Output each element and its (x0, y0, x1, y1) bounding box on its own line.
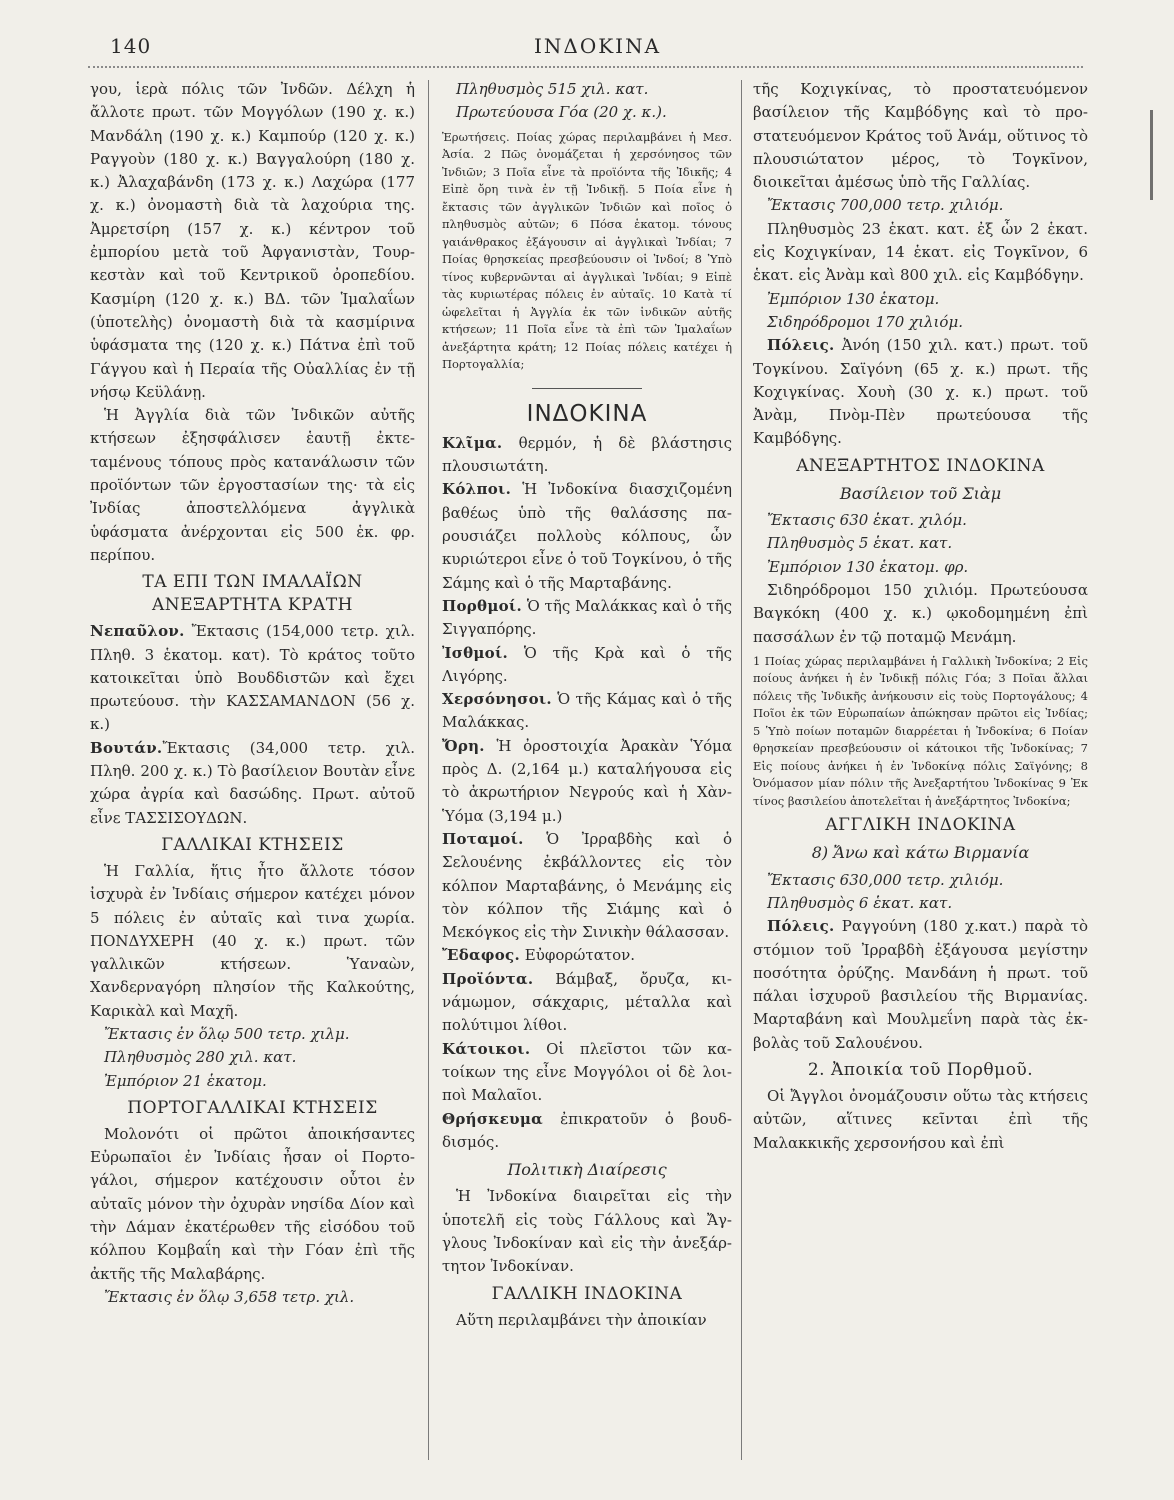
stat-trade-fr: Ἐμπόριον 21 ἑκατομ. (104, 1071, 267, 1090)
text-inhabitants: Οἱ πλεῖστοι τῶν κατοίκων της εἶνε Μογγόλοι οἱ δὲ λοιποὶ Μαλαῖοι. (442, 1039, 732, 1105)
paragraph-division: Ἡ Ἰνδοκίνα διαιρεῖται εἰς τὴν ὑποτελῆ εἰς τοὺς Γάλλους καὶ Ἄγγλους Ἰνδοκίναν καὶ εἰς τὴν ἀνεξάρτητον Ἰνδοκίναν. (442, 1187, 732, 1276)
paragraph-straits-colony: Οἱ Ἄγγλοι ὀνομάζουσιν οὕτω τὰς κτήσεις αὐτῶν, αἵτινες κεῖνται ἐπὶ τῆς Μαλακκικῆς χερσονήσου καὶ ἐπὶ (753, 1087, 1088, 1152)
label-straits: Πορθμοί. (442, 596, 523, 615)
entry-isthmus (442, 642, 732, 689)
label-mountains: Ὄρη. (442, 736, 485, 755)
label-soil: Ἔδαφος. (442, 946, 520, 965)
label-products: Προϊόντα. (442, 969, 534, 988)
paragraph-cities: γου, ἱερὰ πόλις τῶν Ἰνδῶν. Δέλχη ἡ ἄλλοτε πρωτ. τῶν Μογγόλων (190 χ. κ.) Μανδάλη (190 χ. κ.) Καμπούρ (120 χ. κ.) Ραγγοὺν (180 χ. κ.) Βαγγαλούρη (180 χ. κ.) Ἀλαχαβάνδη (173 χ. κ.) Λαχώρα (177 χ. κ.) ὀνομαστὴ διὰ τὰ λαχούρια της. Ἀμρετσίρη (157 χ. κ.) κέντρον τοῦ ἐμπορίου μετὰ τοῦ Ἀφγανιστὰν, Τουρκεστὰν καὶ τοῦ Κεντρικοῦ ὀροπεδίου. Κασμίρη (120 χ. κ.) ΒΔ. τῶν Ἱμαλαΐων (ὑποτελὴς) ὀνομαστὴ διὰ τὰ κασμίρινα ὑφάσματα της (120 χ. κ.) Πάτνα ἐπὶ τοῦ Γάγγου καὶ ἡ Περαία τῆς Οὐαλλίας ἐν τῇ νήσῳ Κεϋλάνῃ. (90, 80, 415, 401)
text-bhutan: Ἔκτασις (34,000 τετρ. χιλ. Πληθ. 200 χ. κ.) Τὸ βασίλειον Βουτὰν εἶνε χώρα ἀγρία καὶ δασώδης. Πρωτ. αὐτοῦ εἶνε ΤΑΣΣΙΣΟΥΔΩΝ. (90, 738, 415, 827)
text-products: Βάμβαξ, ὄρυζα, κινάμωμον, σάκχαρις, μέταλλα καὶ πολύτιμοι λίθοι. (442, 969, 732, 1035)
margin-mark (1150, 110, 1153, 200)
text-peninsulas: Ὁ τῆς Κάμας καὶ ὁ τῆς Μαλάκκας. (442, 690, 732, 732)
header-rule (88, 66, 1083, 68)
entry-straits (442, 595, 732, 642)
stat-population-fi: Πληθυσμὸς 23 ἑκατ. κατ. ἐξ ὧν 2 ἑκατ. εἰς Κοχιγκίναν, 14 ἑκατ. εἰς Τογκῖνον, 6 ἑκατ. εἰς Ἀνὰμ καὶ 800 χιλ. εἰς Καμβόδγην. (753, 219, 1088, 285)
text-isthmus: Ὁ τῆς Κρὰ καὶ ὁ τῆς Λιγόρης. (442, 643, 732, 685)
heading-portuguese-possessions: ΠΟΡΤΟΓΑΛΛΙΚΑΙ ΚΤΗΣΕΙΣ (127, 1097, 378, 1118)
entry-nepal (90, 620, 415, 736)
entry-inhabitants (442, 1038, 732, 1108)
stat-population-siam: Πληθυσμὸς 5 ἑκατ. κατ. (767, 534, 953, 553)
label-cities-burma: Πόλεις. (767, 917, 835, 936)
stat-area-siam: Ἔκτασις 630 ἑκατ. χιλόμ. (767, 511, 967, 530)
entry-mountains (442, 735, 732, 828)
entry-soil (442, 944, 732, 967)
column-middle (442, 78, 732, 1478)
subheading-burma: 8) Ἄνω καὶ κάτω Βιρμανία (811, 843, 1030, 863)
stat-population-burma: Πληθυσμὸς 6 ἑκατ. κατ. (767, 893, 953, 912)
entry-cities-fi (753, 334, 1088, 450)
heading-french-possessions: ΓΑΛΛΙΚΑΙ ΚΤΗΣΕΙΣ (161, 834, 344, 855)
stat-railways-fi: Σιδηρόδρομοι 170 χιλιόμ. (767, 312, 963, 331)
entry-peninsulas (442, 688, 732, 735)
stat-trade-fi: Ἐμπόριον 130 ἑκατομ. (767, 289, 940, 308)
text-mountains: Ἡ ὀροστοιχία Ἀρακὰν Ὑόμα πρὸς Δ. (2,164 μ.) καταλήγουσα εἰς τὸ ἀκρωτήριον Νεγρούς καὶ ἡ Χὰν-Ὑόμα (3,194 μ.) (442, 736, 732, 825)
text-climate: θερμόν, ἡ δὲ βλάστησις πλουσιωτάτη. (442, 433, 732, 476)
stat-population-fr: Πληθυσμὸς 280 χιλ. κατ. (104, 1048, 297, 1067)
text-straits: Ὁ τῆς Μαλάκκας καὶ ὁ τῆς Σιγγαπόρης. (442, 596, 732, 639)
stat-railways-siam: Σιδηρόδρομοι 150 χιλιόμ. Πρωτεύουσα Βαγκόκη (400 χ. κ.) ῳκοδομημένη ἐπὶ πασσάλων ἐν τῷ ποταμῷ Μενάμη. (753, 580, 1088, 646)
label-isthmus: Ἰσθμοί. (442, 643, 509, 662)
label-peninsulas: Χερσόνησοι. (442, 690, 552, 709)
entry-religion (442, 1108, 732, 1155)
heading-line-2: ΑΝΕΞΑΡΤΗΤΑ ΚΡΑΤΗ (151, 595, 353, 616)
label-rivers: Ποταμοί. (442, 829, 524, 848)
page-header (110, 34, 1085, 64)
column-left (90, 78, 415, 1478)
heading-himalaya-states (90, 571, 415, 617)
label-nepal: Νεπαῦλον. (90, 622, 185, 641)
section-rule (532, 388, 642, 389)
text-nepal: Ἔκτασις (154,000 τετρ. χιλ. Πληθ. 3 ἑκατομ. κατ). Τὸ κράτος τοῦτο κατοικεῖται ὑπὸ Βουδδιστῶν καὶ ἔχει πρωτεύουσ. τὴν ΚΑΣΣΑΜΑΝΔΟΝ (56 χ. κ.) (90, 622, 415, 734)
paragraph-france: Ἡ Γαλλία, ἥτις ἦτο ἄλλοτε τόσον ἰσχυρὰ ἐν Ἰνδίαις σήμερον κατέχει μόνον 5 πόλεις ἐν αὐταῖς καὶ τινα χωρία. ΠΟΝΔΥΧΕΡΗ (40 χ. κ.) πρωτ. τῶν γαλλικῶν κτήσεων. Ὑαναὼν, Χανδερναγόρη πλησίον τῆς Καλκούτης, Καρικὰλ καὶ Μαχῆ. (90, 861, 415, 1020)
label-climate: Κλῖμα. (442, 433, 503, 452)
stat-trade-siam: Ἐμπόριον 130 ἑκατομ. φρ. (767, 557, 969, 576)
heading-french-indochina: ΓΑΛΛΙΚΗ ΙΝΔΟΚΙΝΑ (491, 1283, 683, 1304)
running-title: ΙΝΔΟΚΙΝΑ (533, 34, 662, 58)
heading-line-1: ΤΑ ΕΠΙ ΤΩΝ ΙΜΑΛΑΪΩΝ (142, 572, 363, 593)
text-gulfs: Ἡ Ἰνδοκίνα διασχιζομένη βαθέως ὑπὸ τῆς θαλάσσης παρουσιάζει πολλοὺς κόλπους, ὧν κυριώτεροι εἶνε ὁ τοῦ Τογκίνου, ὁ τῆς Σάμης καὶ ὁ τῆς Μαρταβάνης. (442, 480, 732, 592)
stat-area-fi: Ἔκτασις 700,000 τετρ. χιλιόμ. (767, 196, 1004, 215)
text-soil: Εὐφορώτατον. (524, 946, 636, 965)
heading-independent-indochina: ΑΝΕΞΑΡΤΗΤΟΣ ΙΝΔΟΚΙΝΑ (796, 455, 1045, 476)
column-divider-1 (428, 80, 429, 1460)
stat-area-burma: Ἔκτασις 630,000 τετρ. χιλιόμ. (767, 870, 1004, 889)
stat-area-fr: Ἔκτασις ἐν ὅλῳ 500 τετρ. χιλμ. (104, 1024, 350, 1043)
column-divider-2 (741, 80, 742, 1460)
label-cities: Πόλεις. (767, 336, 835, 355)
label-gulfs: Κόλποι. (442, 480, 512, 499)
heading-straits-colony: 2. Ἀποικία τοῦ Πορθμοῦ. (807, 1060, 1034, 1080)
entry-cities-burma (753, 915, 1088, 1055)
entry-climate (442, 432, 732, 479)
text-cities: Ἀνόη (150 χιλ. κατ.) πρωτ. τοῦ Τογκίνου. Σαϊγόνη (65 χ. κ.) πρωτ. τῆς Κοχιγκίνας. Χουὴ (30 χ. κ.) πρωτ. τοῦ Ἀνὰμ, Πνὸμ-Πὲν πρωτεύουσα τῆς Καμβόδγης. (753, 336, 1088, 448)
heading-english-indochina: ΑΓΓΛΙΚΗ ΙΝΔΟΚΙΝΑ (825, 815, 1016, 836)
paragraph-cochinchina: τῆς Κοχιγκίνας, τὸ προστατευόμενον βασίλειον τῆς Καμβόδγης καὶ τὸ προστατευόμενον Κράτος τοῦ Ἀνάμ, οὕτινος τὸ πλουσιώτατον μέρος, τὸ Τογκῖνον, διοικεῖται ἀμέσως ὑπὸ τῆς Γαλλίας. (753, 80, 1088, 192)
heading-indochina: ΙΝΔΟΚΙΝΑ (526, 400, 648, 427)
label-inhabitants: Κάτοικοι. (442, 1039, 531, 1058)
entry-products (442, 968, 732, 1038)
entry-gulfs (442, 478, 732, 594)
stat-population-pt: Πληθυσμὸς 515 χιλ. κατ. (456, 80, 649, 98)
entry-bhutan (90, 737, 415, 830)
questions-india: Ἐρωτήσεις. Ποίας χώρας περιλαμβάνει ἡ Μεσ. Ἀσία. 2 Πῶς ὀνομάζεται ἡ χερσόνησος τῶν Ἰνδιῶν; 3 Ποῖα εἶνε τὰ προϊόντα τῆς Ἰδικῆς; 4 Εἰπὲ ὄρη τινὰ ἐν τῇ Ἰνδικῇ. 5 Ποία εἶνε ἡ ἔκτασις τῶν ἀγγλικῶν Ἰνδιῶν καὶ ποῖος ὁ πληθυσμὸς αὐτῶν; 6 Πόσα ἑκατομ. τόνους γαιάνθρακος ἐξάγουσιν αἱ ἀγγλικαὶ Ἰνδίαι; 7 Ποίας θρησκείας πρεσβεύουσιν οἱ Ἰνδοί; 8 Ὑπὸ τίνος κυβερνῶνται αἱ ἀγγλικαὶ Ἰνδίαι; 9 Εἰπὲ τὰς κυριωτέρας πόλεις ἐν αὐταῖς. 10 Κατὰ τί ὠφελεῖται ἡ Ἀγγλία ἐκ τῶν ἰνδικῶν αὐτῆς κτήσεων; 11 Ποῖα εἶνε τὰ ἐπὶ τῶν Ἱμαλαΐων ἀνεξάρτητα κράτη; 12 Ποίας πόλεις κατέχει ἡ Πορτογαλλία; (442, 129, 732, 372)
subheading-siam: Βασίλειον τοῦ Σιὰμ (839, 483, 1002, 503)
stat-capital-goa: Πρωτεύουσα Γόα (20 χ. κ.). (456, 103, 667, 122)
label-religion: Θρήσκευμα (442, 1109, 543, 1128)
text-religion: ἐπικρατοῦν ὁ βουδδισμός. (442, 1109, 732, 1151)
page-number: 140 (110, 34, 152, 58)
questions-indochina: 1 Ποίας χώρας περιλαμβάνει ἡ Γαλλικὴ Ἰνδοκίνα; 2 Εἰς ποίους ἀνήκει ἡ ἐν Ἰνδικῇ πόλις Γόα; 3 Ποῖαι ἄλλαι πόλεις τῆς Ἰνδικῆς ἀνήκουσιν εἰς τοὺς Πορτογάλους; 4 Ποῖοι ἐκ τῶν Εὐρωπαίων ἀπώκησαν πρῶτοι εἰς Ἰνδίας; 5 Ὑπὸ ποίων ποταμῶν διαρρέεται ἡ Ἰνδοκίνα; 6 Ποίαν θρησκείαν πρεσβεύουσιν οἱ κάτοικοι τῆς Ἰνδοκίνας; 7 Εἰς ποίους ἀνήκει ἡ ἐν Ἰνδοκίνᾳ πόλις Σαϊγόνης; 8 Ὀνόμασον μίαν πόλιν τῆς Ἀνεξαρτήτου Ἰνδοκίνας 9 Ἐκ τίνος βασιλείου ἀποτελεῖται ἡ ἀνεξάρτητος Ἰνδοκίνα; (753, 653, 1088, 808)
entry-rivers (442, 828, 732, 944)
heading-political-division: Πολιτικὴ Διαίρεσις (507, 1160, 667, 1180)
label-bhutan: Βουτάν. (90, 738, 163, 757)
text-cities-burma: Ραγγούνη (180 χ.κατ.) παρὰ τὸ στόμιον τοῦ Ἰρραβδὴ ἐξάγουσα μεγίστην ποσότητα ὀρύζης. Μανδάνη ἡ πρωτ. τοῦ πάλαι ἰσχυροῦ βασιλείου τῆς Βιρμανίας. Μαρταβάνη καὶ Μουλμεΐνη παρὰ τὰς ἐκβολὰς τοῦ Σαλουένου. (753, 917, 1088, 1052)
paragraph-portugal: Μολονότι οἱ πρῶτοι ἀποικήσαντες Εὐρωπαῖοι ἐν Ἰνδίαις ἦσαν οἱ Πορτογάλοι, σήμερον κατέχουσιν οὗτοι ἐν αὐταῖς μόνον τὴν ὀχυρὰν νησίδα Δίον καὶ τὴν Δάμαν ἑκατέρωθεν τῆς εἰσόδου τοῦ κόλπου Κομβαΐη καὶ τὴν Γόαν ἐπὶ τῆς ἀκτῆς τῆς Μαλαβάρης. (90, 1124, 415, 1283)
text-rivers: Ὁ Ἰρραβδὴς καὶ ὁ Σελουένης ἐκβάλλοντες εἰς τὸν κόλπον Μαρταβάνης, ὁ Μενάμης εἰς τὸν κόλπον τῆς Σιάμης καὶ ὁ Μεκόγκος εἰς τὴν Σινικὴν θάλασσαν. (442, 829, 732, 942)
paragraph-french-indochina: Αὕτη περιλαμβάνει τὴν ἀποικίαν (456, 1310, 707, 1329)
paragraph-trade: Ἡ Ἀγγλία διὰ τῶν Ἰνδικῶν αὐτῆς κτήσεων ἐξησφάλισεν ἑαυτῇ ἐκτεταμένους τόπους πρὸς κατανάλωσιν τῶν προϊόντων τῶν ἐργοστασίων της· τὰ εἰς Ἰνδίας ἀποστελλόμενα ἀγγλικὰ ὑφάσματα ἀνέρχονται εἰς 500 ἑκ. φρ. περίπου. (90, 406, 415, 564)
stat-area-pt: Ἔκτασις ἐν ὅλῳ 3,658 τετρ. χιλ. (104, 1287, 355, 1306)
column-right (753, 78, 1088, 1478)
